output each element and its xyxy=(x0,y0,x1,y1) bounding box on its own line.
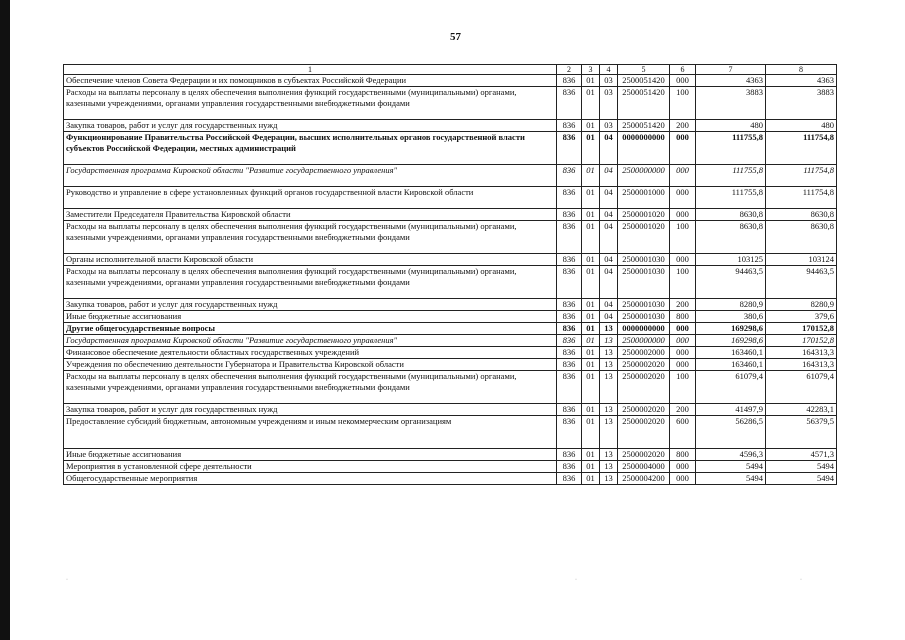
amount-year1-cell: 61079,4 xyxy=(696,371,766,404)
column-header: 2 xyxy=(557,65,582,75)
header-row xyxy=(64,65,837,75)
target-article-cell: 2500001020 xyxy=(618,221,670,254)
amount-year2-cell: 8630,8 xyxy=(766,209,837,221)
table-row xyxy=(64,266,837,299)
row-name-cell: Государственная программа Кировской области "Развитие государственного управления" xyxy=(64,335,557,347)
admin-code-cell: 836 xyxy=(557,132,582,165)
subsection-cell: 04 xyxy=(600,299,618,311)
scan-binding-edge xyxy=(0,0,10,640)
amount-year2-cell: 103124 xyxy=(766,254,837,266)
expense-type-cell: 000 xyxy=(670,461,696,473)
page-number: 57 xyxy=(450,31,461,43)
amount-year2-cell: 379,6 xyxy=(766,311,837,323)
admin-code-cell: 836 xyxy=(557,299,582,311)
subsection-cell: 04 xyxy=(600,209,618,221)
target-article-cell: 2500002020 xyxy=(618,404,670,416)
section-cell: 01 xyxy=(582,187,600,209)
target-article-cell: 2500001030 xyxy=(618,311,670,323)
target-article-cell: 2500002000 xyxy=(618,347,670,359)
admin-code-cell: 836 xyxy=(557,323,582,335)
row-name-cell: Закупка товаров, работ и услуг для государственных нужд xyxy=(64,299,557,311)
amount-year1-cell: 111755,8 xyxy=(696,187,766,209)
section-cell: 01 xyxy=(582,75,600,87)
admin-code-cell: 836 xyxy=(557,473,582,485)
subsection-cell: 13 xyxy=(600,461,618,473)
row-name-cell: Расходы на выплаты персоналу в целях обеспечения выполнения функций государственными (муниципальными) органами, казенными учреждениями, органами управления государственными внебюджетными фондами xyxy=(64,371,557,404)
table-row xyxy=(64,404,837,416)
table-row xyxy=(64,209,837,221)
target-article-cell: 2500002020 xyxy=(618,359,670,371)
column-header: 7 xyxy=(696,65,766,75)
amount-year1-cell: 94463,5 xyxy=(696,266,766,299)
row-name-cell: Предоставление субсидий бюджетным, автономным учреждениям и иным некоммерческим организациям xyxy=(64,416,557,449)
expense-type-cell: 200 xyxy=(670,404,696,416)
section-cell: 01 xyxy=(582,132,600,165)
section-cell: 01 xyxy=(582,221,600,254)
target-article-cell: 2500000000 xyxy=(618,165,670,187)
expense-type-cell: 100 xyxy=(670,87,696,120)
amount-year2-cell: 42283,1 xyxy=(766,404,837,416)
amount-year1-cell: 4363 xyxy=(696,75,766,87)
subsection-cell: 13 xyxy=(600,473,618,485)
amount-year2-cell: 8280,9 xyxy=(766,299,837,311)
row-name-cell: Финансовое обеспечение деятельности областных государственных учреждений xyxy=(64,347,557,359)
subsection-cell: 03 xyxy=(600,120,618,132)
subsection-cell: 13 xyxy=(600,359,618,371)
subsection-cell: 04 xyxy=(600,187,618,209)
table-row xyxy=(64,416,837,449)
row-name-cell: Государственная программа Кировской области "Развитие государственного управления" xyxy=(64,165,557,187)
section-cell: 01 xyxy=(582,120,600,132)
table-row xyxy=(64,254,837,266)
subsection-cell: 04 xyxy=(600,254,618,266)
expense-type-cell: 000 xyxy=(670,187,696,209)
amount-year1-cell: 3883 xyxy=(696,87,766,120)
row-name-cell: Учреждения по обеспечению деятельности Губернатора и Правительства Кировской области xyxy=(64,359,557,371)
target-article-cell: 2500001030 xyxy=(618,254,670,266)
table-row xyxy=(64,75,837,87)
target-article-cell: 2500051420 xyxy=(618,87,670,120)
row-name-cell: Иные бюджетные ассигнования xyxy=(64,449,557,461)
row-name-cell: Иные бюджетные ассигнования xyxy=(64,311,557,323)
amount-year1-cell: 5494 xyxy=(696,473,766,485)
expense-type-cell: 000 xyxy=(670,165,696,187)
expense-type-cell: 100 xyxy=(670,266,696,299)
admin-code-cell: 836 xyxy=(557,266,582,299)
expense-type-cell: 000 xyxy=(670,132,696,165)
section-cell: 01 xyxy=(582,359,600,371)
column-header: 6 xyxy=(670,65,696,75)
section-cell: 01 xyxy=(582,266,600,299)
admin-code-cell: 836 xyxy=(557,209,582,221)
section-cell: 01 xyxy=(582,299,600,311)
amount-year2-cell: 4363 xyxy=(766,75,837,87)
expense-type-cell: 200 xyxy=(670,120,696,132)
table-row xyxy=(64,371,837,404)
section-cell: 01 xyxy=(582,335,600,347)
amount-year2-cell: 61079,4 xyxy=(766,371,837,404)
column-header: 3 xyxy=(582,65,600,75)
amount-year2-cell: 8630,8 xyxy=(766,221,837,254)
subsection-cell: 04 xyxy=(600,165,618,187)
target-article-cell: 2500002020 xyxy=(618,449,670,461)
admin-code-cell: 836 xyxy=(557,221,582,254)
row-name-cell: Заместители Председателя Правительства Кировской области xyxy=(64,209,557,221)
row-name-cell: Обеспечение членов Совета Федерации и их помощников в субъектах Российской Федерации xyxy=(64,75,557,87)
admin-code-cell: 836 xyxy=(557,254,582,266)
section-cell: 01 xyxy=(582,323,600,335)
row-name-cell: Расходы на выплаты персоналу в целях обеспечения выполнения функций государственными (муниципальными) органами, казенными учреждениями, органами управления государственными внебюджетными фондами xyxy=(64,266,557,299)
subsection-cell: 13 xyxy=(600,449,618,461)
amount-year1-cell: 56286,5 xyxy=(696,416,766,449)
admin-code-cell: 836 xyxy=(557,165,582,187)
target-article-cell: 2500002020 xyxy=(618,416,670,449)
scan-mark: · xyxy=(575,577,577,583)
table-row xyxy=(64,120,837,132)
row-name-cell: Другие общегосударственные вопросы xyxy=(64,323,557,335)
amount-year1-cell: 8630,8 xyxy=(696,209,766,221)
target-article-cell: 2500001030 xyxy=(618,299,670,311)
amount-year1-cell: 163460,1 xyxy=(696,347,766,359)
admin-code-cell: 836 xyxy=(557,461,582,473)
table-row xyxy=(64,359,837,371)
target-article-cell: 2500004000 xyxy=(618,461,670,473)
admin-code-cell: 836 xyxy=(557,359,582,371)
target-article-cell: 2500051420 xyxy=(618,75,670,87)
expense-type-cell: 000 xyxy=(670,347,696,359)
target-article-cell: 0000000000 xyxy=(618,132,670,165)
admin-code-cell: 836 xyxy=(557,371,582,404)
admin-code-cell: 836 xyxy=(557,311,582,323)
table-row xyxy=(64,132,837,165)
table-row xyxy=(64,165,837,187)
section-cell: 01 xyxy=(582,404,600,416)
amount-year1-cell: 103125 xyxy=(696,254,766,266)
amount-year2-cell: 164313,3 xyxy=(766,347,837,359)
section-cell: 01 xyxy=(582,449,600,461)
section-cell: 01 xyxy=(582,416,600,449)
amount-year1-cell: 41497,9 xyxy=(696,404,766,416)
row-name-cell: Органы исполнительной власти Кировской области xyxy=(64,254,557,266)
amount-year1-cell: 8630,8 xyxy=(696,221,766,254)
budget-table xyxy=(63,64,837,485)
subsection-cell: 13 xyxy=(600,371,618,404)
amount-year1-cell: 169298,6 xyxy=(696,323,766,335)
table-row xyxy=(64,347,837,359)
section-cell: 01 xyxy=(582,311,600,323)
expense-type-cell: 100 xyxy=(670,371,696,404)
admin-code-cell: 836 xyxy=(557,449,582,461)
table-row xyxy=(64,187,837,209)
table-row xyxy=(64,461,837,473)
admin-code-cell: 836 xyxy=(557,120,582,132)
target-article-cell: 2500002020 xyxy=(618,371,670,404)
row-name-cell: Закупка товаров, работ и услуг для государственных нужд xyxy=(64,404,557,416)
table-row xyxy=(64,473,837,485)
amount-year2-cell: 111754,8 xyxy=(766,187,837,209)
table-row xyxy=(64,221,837,254)
subsection-cell: 03 xyxy=(600,87,618,120)
expense-type-cell: 000 xyxy=(670,323,696,335)
amount-year1-cell: 480 xyxy=(696,120,766,132)
row-name-cell: Общегосударственные мероприятия xyxy=(64,473,557,485)
expense-type-cell: 000 xyxy=(670,254,696,266)
subsection-cell: 04 xyxy=(600,266,618,299)
subsection-cell: 03 xyxy=(600,75,618,87)
amount-year1-cell: 4596,3 xyxy=(696,449,766,461)
amount-year2-cell: 4571,3 xyxy=(766,449,837,461)
amount-year1-cell: 111755,8 xyxy=(696,132,766,165)
expense-type-cell: 800 xyxy=(670,311,696,323)
target-article-cell: 2500000000 xyxy=(618,335,670,347)
amount-year2-cell: 111754,8 xyxy=(766,165,837,187)
row-name-cell: Расходы на выплаты персоналу в целях обеспечения выполнения функций государственными (муниципальными) органами, казенными учреждениями, органами управления государственными внебюджетными фондами xyxy=(64,221,557,254)
amount-year2-cell: 170152,8 xyxy=(766,323,837,335)
target-article-cell: 0000000000 xyxy=(618,323,670,335)
target-article-cell: 2500001020 xyxy=(618,209,670,221)
subsection-cell: 13 xyxy=(600,347,618,359)
amount-year1-cell: 111755,8 xyxy=(696,165,766,187)
expense-type-cell: 600 xyxy=(670,416,696,449)
admin-code-cell: 836 xyxy=(557,416,582,449)
amount-year1-cell: 163460,1 xyxy=(696,359,766,371)
amount-year2-cell: 170152,8 xyxy=(766,335,837,347)
column-header: 1 xyxy=(64,65,557,75)
section-cell: 01 xyxy=(582,371,600,404)
admin-code-cell: 836 xyxy=(557,187,582,209)
scan-mark: · xyxy=(800,577,802,583)
amount-year2-cell: 56379,5 xyxy=(766,416,837,449)
amount-year1-cell: 169298,6 xyxy=(696,335,766,347)
amount-year1-cell: 380,6 xyxy=(696,311,766,323)
amount-year2-cell: 480 xyxy=(766,120,837,132)
subsection-cell: 13 xyxy=(600,404,618,416)
scan-mark: · xyxy=(66,577,68,583)
table-row xyxy=(64,323,837,335)
section-cell: 01 xyxy=(582,165,600,187)
expense-type-cell: 800 xyxy=(670,449,696,461)
table-row xyxy=(64,311,837,323)
expense-type-cell: 000 xyxy=(670,75,696,87)
subsection-cell: 13 xyxy=(600,416,618,449)
table-row xyxy=(64,87,837,120)
target-article-cell: 2500001000 xyxy=(618,187,670,209)
row-name-cell: Мероприятия в установленной сфере деятельности xyxy=(64,461,557,473)
subsection-cell: 04 xyxy=(600,221,618,254)
amount-year2-cell: 94463,5 xyxy=(766,266,837,299)
expense-type-cell: 000 xyxy=(670,359,696,371)
section-cell: 01 xyxy=(582,254,600,266)
amount-year2-cell: 5494 xyxy=(766,461,837,473)
section-cell: 01 xyxy=(582,87,600,120)
amount-year2-cell: 111754,8 xyxy=(766,132,837,165)
expense-type-cell: 000 xyxy=(670,473,696,485)
subsection-cell: 13 xyxy=(600,323,618,335)
target-article-cell: 2500004200 xyxy=(618,473,670,485)
row-name-cell: Расходы на выплаты персоналу в целях обеспечения выполнения функций государственными (муниципальными) органами, казенными учреждениями, органами управления государственными внебюджетными фондами xyxy=(64,87,557,120)
expense-type-cell: 000 xyxy=(670,209,696,221)
section-cell: 01 xyxy=(582,347,600,359)
table-row xyxy=(64,299,837,311)
admin-code-cell: 836 xyxy=(557,75,582,87)
amount-year1-cell: 5494 xyxy=(696,461,766,473)
target-article-cell: 2500001030 xyxy=(618,266,670,299)
row-name-cell: Руководство и управление в сфере установленных функций органов государственной власти Кировской области xyxy=(64,187,557,209)
table-row xyxy=(64,449,837,461)
expense-type-cell: 100 xyxy=(670,221,696,254)
row-name-cell: Закупка товаров, работ и услуг для государственных нужд xyxy=(64,120,557,132)
subsection-cell: 04 xyxy=(600,132,618,165)
expense-type-cell: 000 xyxy=(670,335,696,347)
amount-year2-cell: 5494 xyxy=(766,473,837,485)
subsection-cell: 04 xyxy=(600,311,618,323)
admin-code-cell: 836 xyxy=(557,404,582,416)
admin-code-cell: 836 xyxy=(557,347,582,359)
admin-code-cell: 836 xyxy=(557,335,582,347)
expense-type-cell: 200 xyxy=(670,299,696,311)
amount-year2-cell: 164313,3 xyxy=(766,359,837,371)
column-header: 5 xyxy=(618,65,670,75)
admin-code-cell: 836 xyxy=(557,87,582,120)
amount-year2-cell: 3883 xyxy=(766,87,837,120)
amount-year1-cell: 8280,9 xyxy=(696,299,766,311)
row-name-cell: Функционирование Правительства Российской Федерации, высших исполнительных органов государственной власти субъектов Российской Федерации, местных администраций xyxy=(64,132,557,165)
target-article-cell: 2500051420 xyxy=(618,120,670,132)
column-header: 8 xyxy=(766,65,837,75)
column-header: 4 xyxy=(600,65,618,75)
table-row xyxy=(64,335,837,347)
section-cell: 01 xyxy=(582,461,600,473)
section-cell: 01 xyxy=(582,209,600,221)
subsection-cell: 13 xyxy=(600,335,618,347)
section-cell: 01 xyxy=(582,473,600,485)
